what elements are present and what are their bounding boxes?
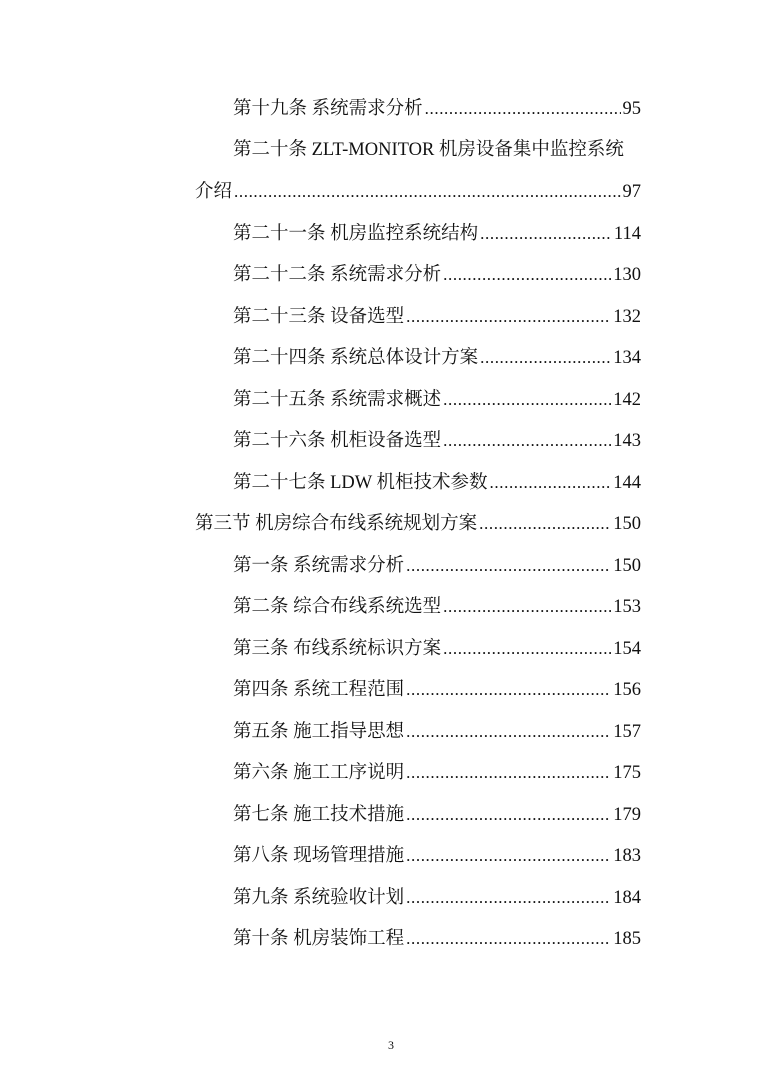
toc-entry-title: 第十九条 系统需求分析 bbox=[233, 99, 423, 119]
toc-entry-page: 157 bbox=[613, 721, 641, 742]
toc-entry-page: 175 bbox=[613, 763, 641, 783]
toc-entry-continuation bbox=[195, 171, 641, 213]
dot-leader bbox=[443, 254, 611, 296]
dot-leader bbox=[443, 586, 611, 628]
toc-entry-title: 第二十条 ZLT-MONITOR 机房设备集中监控系统 bbox=[233, 139, 624, 160]
dot-leader bbox=[490, 462, 612, 504]
toc-entry-title: 第二十六条 机柜设备选型 bbox=[233, 431, 442, 451]
toc-entry-page: 153 bbox=[613, 597, 641, 617]
toc-entry-title: 第八条 现场管理措施 bbox=[233, 846, 405, 866]
toc-entry-page: 183 bbox=[613, 846, 641, 866]
toc-entry-page: 134 bbox=[613, 348, 641, 368]
toc-entry-title: 第二十一条 机房监控系统结构 bbox=[233, 223, 479, 244]
dot-leader bbox=[406, 835, 611, 877]
dot-leader bbox=[234, 171, 620, 213]
toc-entry bbox=[195, 669, 641, 711]
dot-leader bbox=[480, 337, 611, 379]
dot-leader bbox=[406, 752, 611, 794]
toc-entry-page: 154 bbox=[613, 638, 641, 659]
toc-entry-page: 179 bbox=[613, 804, 641, 825]
toc-entry bbox=[195, 711, 641, 753]
toc-entry-page: 156 bbox=[613, 680, 641, 700]
toc-entry bbox=[195, 794, 641, 836]
toc-entry-title: 第九条 系统验收计划 bbox=[233, 887, 405, 908]
dot-leader bbox=[406, 669, 611, 711]
dot-leader bbox=[406, 711, 611, 753]
toc-entry-title: 第一条 系统需求分析 bbox=[233, 555, 405, 576]
dot-leader bbox=[406, 545, 611, 587]
dot-leader bbox=[425, 88, 621, 130]
toc-entry-title: 第二十七条 LDW 机柜技术参数 bbox=[233, 472, 488, 493]
toc-entry-page: 150 bbox=[613, 555, 641, 576]
page-number: 3 bbox=[388, 1038, 394, 1052]
toc-entry bbox=[195, 918, 641, 960]
toc-entry-page: 150 bbox=[613, 514, 641, 534]
dot-leader bbox=[406, 918, 611, 960]
toc-entry bbox=[195, 586, 641, 628]
toc-entry-page: 97 bbox=[622, 182, 641, 202]
toc-entry bbox=[195, 296, 641, 338]
dot-leader bbox=[443, 420, 611, 462]
toc-entry-page: 95 bbox=[622, 99, 641, 119]
toc-entry bbox=[195, 337, 641, 379]
toc-entry-title: 第五条 施工指导思想 bbox=[233, 721, 405, 742]
dot-leader bbox=[406, 296, 611, 338]
toc-entry bbox=[195, 130, 641, 172]
toc-entry-title: 第四条 系统工程范围 bbox=[233, 680, 405, 700]
toc-entry bbox=[195, 213, 641, 255]
toc-entry-page: 142 bbox=[613, 389, 641, 410]
toc-entry bbox=[195, 877, 641, 919]
toc-entry bbox=[195, 420, 641, 462]
toc-entry-page: 114 bbox=[613, 223, 641, 244]
dot-leader bbox=[406, 877, 611, 919]
toc-entry-page: 184 bbox=[613, 887, 641, 908]
dot-leader bbox=[443, 628, 611, 670]
table-of-contents bbox=[195, 88, 641, 960]
toc-entry-title: 第二十五条 系统需求概述 bbox=[233, 389, 442, 410]
toc-entry-title-continuation: 介绍 bbox=[195, 182, 233, 202]
toc-entry bbox=[195, 545, 641, 587]
toc-entry-page: 130 bbox=[613, 265, 641, 285]
toc-entry-title: 第二条 综合布线系统选型 bbox=[233, 597, 442, 617]
toc-entry-page: 132 bbox=[613, 306, 641, 327]
toc-entry bbox=[195, 752, 641, 794]
dot-leader bbox=[480, 213, 612, 255]
toc-entry bbox=[195, 628, 641, 670]
toc-entry-page: 185 bbox=[613, 929, 641, 949]
toc-entry-title: 第六条 施工工序说明 bbox=[233, 763, 405, 783]
dot-leader bbox=[443, 379, 611, 421]
toc-entry-title: 第七条 施工技术措施 bbox=[233, 804, 405, 825]
toc-entry-page: 143 bbox=[613, 431, 641, 451]
toc-entry-title: 第二十二条 系统需求分析 bbox=[233, 265, 442, 285]
dot-leader bbox=[406, 794, 611, 836]
toc-section-title: 第三节 机房综合布线系统规划方案 bbox=[195, 514, 478, 534]
toc-entry-page: 144 bbox=[613, 472, 641, 493]
toc-entry-title: 第二十三条 设备选型 bbox=[233, 306, 405, 327]
toc-entry bbox=[195, 379, 641, 421]
toc-entry bbox=[195, 88, 641, 130]
toc-entry bbox=[195, 835, 641, 877]
toc-entry bbox=[195, 254, 641, 296]
toc-entry bbox=[195, 462, 641, 504]
toc-section-entry bbox=[195, 503, 641, 545]
dot-leader bbox=[479, 503, 611, 545]
toc-entry-title: 第十条 机房装饰工程 bbox=[233, 929, 405, 949]
toc-entry-title: 第二十四条 系统总体设计方案 bbox=[233, 348, 479, 368]
toc-entry-title: 第三条 布线系统标识方案 bbox=[233, 638, 442, 659]
